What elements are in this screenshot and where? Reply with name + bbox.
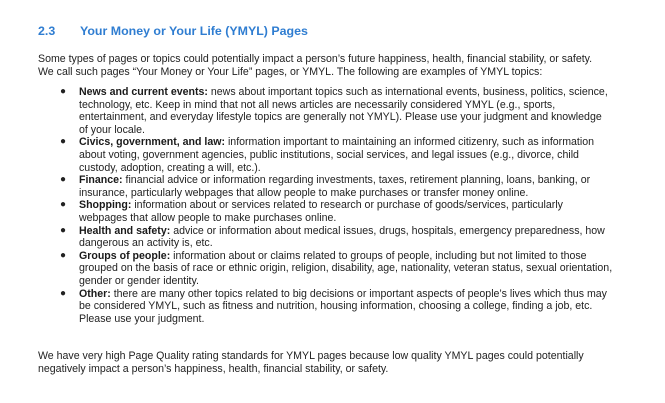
topic-term: Groups of people: — [79, 249, 171, 262]
intro-paragraph — [38, 53, 648, 78]
topic-text: technology, etc. Keep in mind that not all news articles are necessarily considered YMYL (e.g., sports, — [79, 98, 556, 111]
topic-text: custody, adoption, creating a will, etc.). — [79, 161, 261, 174]
topic-text: financial advice or information regarding investments, taxes, retirement planning, loans, banking, or — [122, 174, 591, 187]
topic-text: dangerous an activity is, etc. — [79, 237, 213, 250]
list-item-health — [38, 225, 648, 250]
bullet-icon: ● — [60, 199, 67, 211]
closing-line: negatively impact a person’s happiness, health, financial stability, or safety. — [38, 362, 389, 375]
topic-text: be considered YMYL, such as fitness and nutrition, housing information, choosing a college, finding a job, etc. — [79, 300, 593, 313]
topic-text: about voting, government agencies, public institutions, social services, and legal issues (e.g., divorce, child — [79, 148, 579, 161]
ymyl-topic-list — [38, 86, 648, 325]
list-item-civics — [38, 136, 648, 174]
bullet-icon: ● — [60, 86, 67, 97]
topic-text: news about important topics such as international events, business, politics, science, — [207, 86, 608, 98]
section-title: Your Money or Your Life (YMYL) Pages — [80, 24, 308, 38]
topic-term: News and current events: — [79, 86, 208, 98]
topic-text: grouped on the basis of race or ethnic origin, religion, disability, age, nationality, veteran status, sexual orientation, — [79, 262, 613, 275]
closing-line: We have very high Page Quality rating standards for YMYL pages because low quality YMYL pages could potentially — [38, 350, 584, 362]
list-item-finance — [38, 174, 648, 199]
topic-term: Civics, government, and law: — [79, 136, 225, 149]
topic-text: webpages that allow people to make purchases online. — [79, 211, 337, 224]
topic-term: Other: — [79, 287, 111, 300]
bullet-icon: ● — [60, 174, 67, 186]
bullet-icon: ● — [60, 224, 67, 236]
topic-term: Health and safety: — [79, 224, 171, 237]
topic-text: information important to maintaining an informed citizenry, such as information — [225, 136, 594, 149]
topic-text: information about or services related to research or purchase of goods/services, particularly — [131, 199, 563, 212]
bullet-icon: ● — [60, 249, 67, 261]
topic-text: information about or claims related to groups of people, including but not limited to those — [170, 249, 587, 262]
list-item-other — [38, 288, 648, 326]
topic-term: Finance: — [79, 174, 123, 187]
list-item-news — [38, 86, 648, 136]
topic-text: entertainment, and everyday lifestyle topics are generally not YMYL). Please use your judgment and knowledge — [79, 111, 602, 124]
topic-text: insurance, particularly webpages that allow people to make purchases or transfer money online. — [79, 186, 529, 199]
topic-term: Shopping: — [79, 199, 132, 212]
topic-text: gender or gender identity. — [79, 274, 199, 287]
section-heading — [38, 23, 308, 39]
section-number: 2.3 — [38, 24, 56, 38]
topic-text: advice or information about medical issues, drugs, hospitals, emergency preparedness, how — [170, 224, 605, 237]
bullet-icon: ● — [60, 287, 67, 299]
topic-text: of your locale. — [79, 123, 145, 136]
topic-text: there are many other topics related to big decisions or important aspects of people’s lives which thus may — [110, 287, 607, 300]
list-item-groups — [38, 250, 648, 288]
closing-paragraph — [38, 350, 648, 375]
intro-line: We call such pages “Your Money or Your Life” pages, or YMYL. The following are examples of YMYL topics: — [38, 65, 543, 78]
list-item-shopping — [38, 199, 648, 224]
intro-line: Some types of pages or topics could potentially impact a person’s future happiness, health, financial stability, or safety. — [38, 53, 593, 65]
topic-text: Please use your judgment. — [79, 312, 205, 325]
bullet-icon: ● — [60, 136, 67, 148]
